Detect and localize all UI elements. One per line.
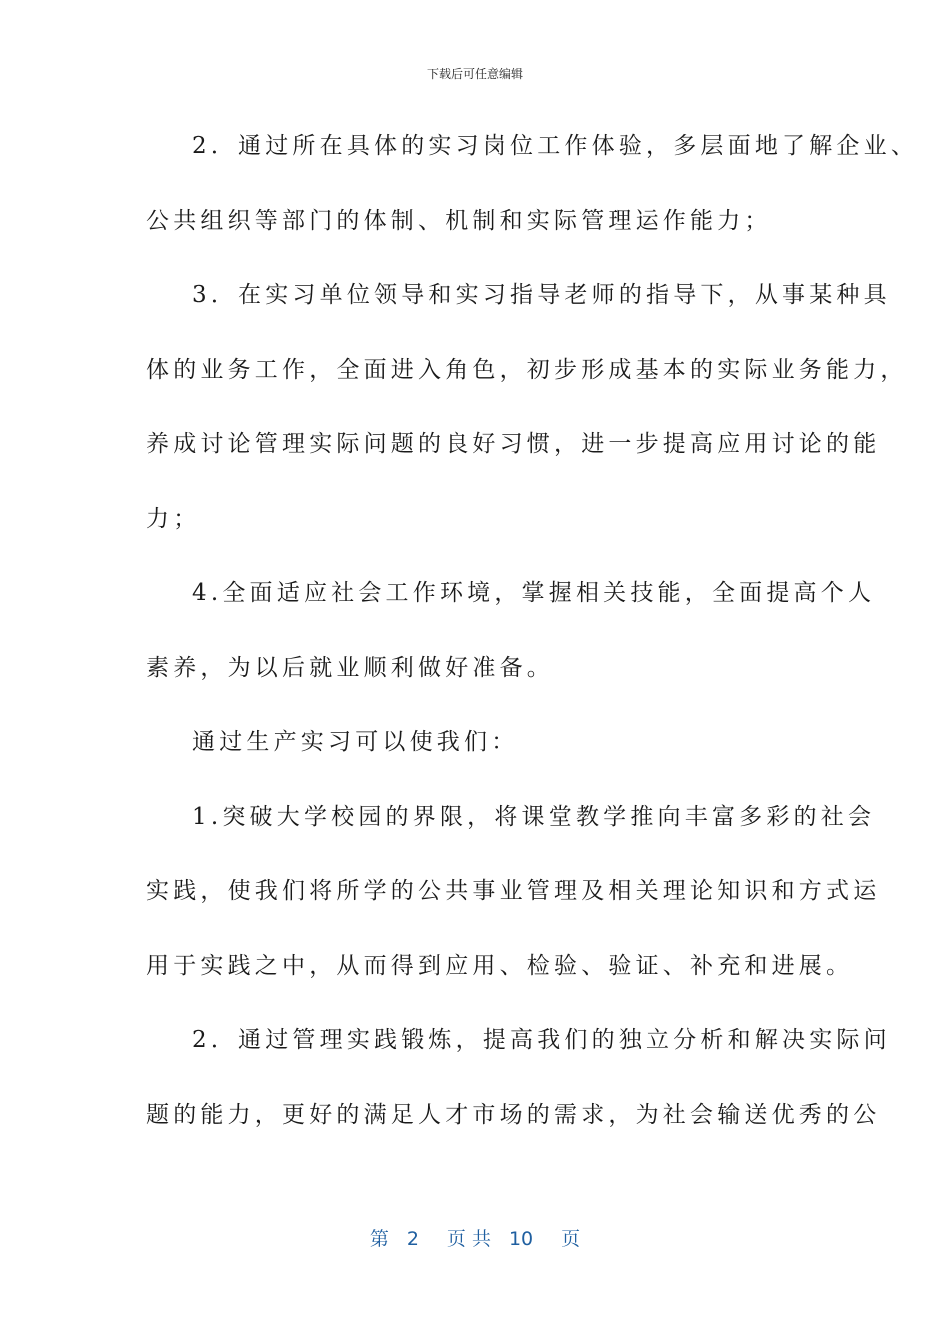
footer-current-page: 2 (406, 1228, 419, 1250)
page-number-footer (0, 1227, 950, 1251)
text-line: 1.突破大学校园的界限，将课堂教学推向丰富多彩的社会 (192, 803, 876, 830)
text-line: 通过生产实习可以使我们： (192, 729, 519, 755)
text-line: 2．通过所在具体的实习岗位工作体验，多层面地了解企业、 (192, 133, 919, 159)
page-header-note: 下载后可任意编辑 (426, 67, 523, 81)
text-line: 力； (146, 505, 201, 532)
footer-prefix: 第 (369, 1228, 389, 1250)
text-line: 用于实践之中，从而得到应用、检验、验证、补充和进展。 (146, 952, 854, 979)
text-line: 体的业务工作，全面进入角色，初步形成基本的实际业务能力， (146, 356, 908, 383)
text-line: 4.全面适应社会工作环境，掌握相关技能，全面提高个人 (192, 580, 876, 606)
text-line: 实践，使我们将所学的公共事业管理及相关理论知识和方式运 (146, 878, 881, 904)
document-body (146, 127, 919, 1170)
footer-total-pages: 10 (508, 1228, 534, 1250)
text-line: 3．在实习单位领导和实习指导老师的指导下，从事某种具 (192, 282, 891, 308)
text-line: 题的能力，更好的满足人才市场的需求，为社会输送优秀的公 (146, 1101, 881, 1128)
text-line: 2．通过管理实践锻炼，提高我们的独立分析和解决实际问 (192, 1027, 891, 1053)
text-line: 素养，为以后就业顺利做好准备。 (146, 654, 554, 681)
footer-middle: 页 共 (446, 1228, 491, 1250)
text-line: 公共组织等部门的体制、机制和实际管理运作能力； (146, 207, 772, 234)
footer-suffix: 页 (561, 1228, 581, 1250)
text-line: 养成讨论管理实际问题的良好习惯，进一步提高应用讨论的能 (146, 431, 881, 457)
